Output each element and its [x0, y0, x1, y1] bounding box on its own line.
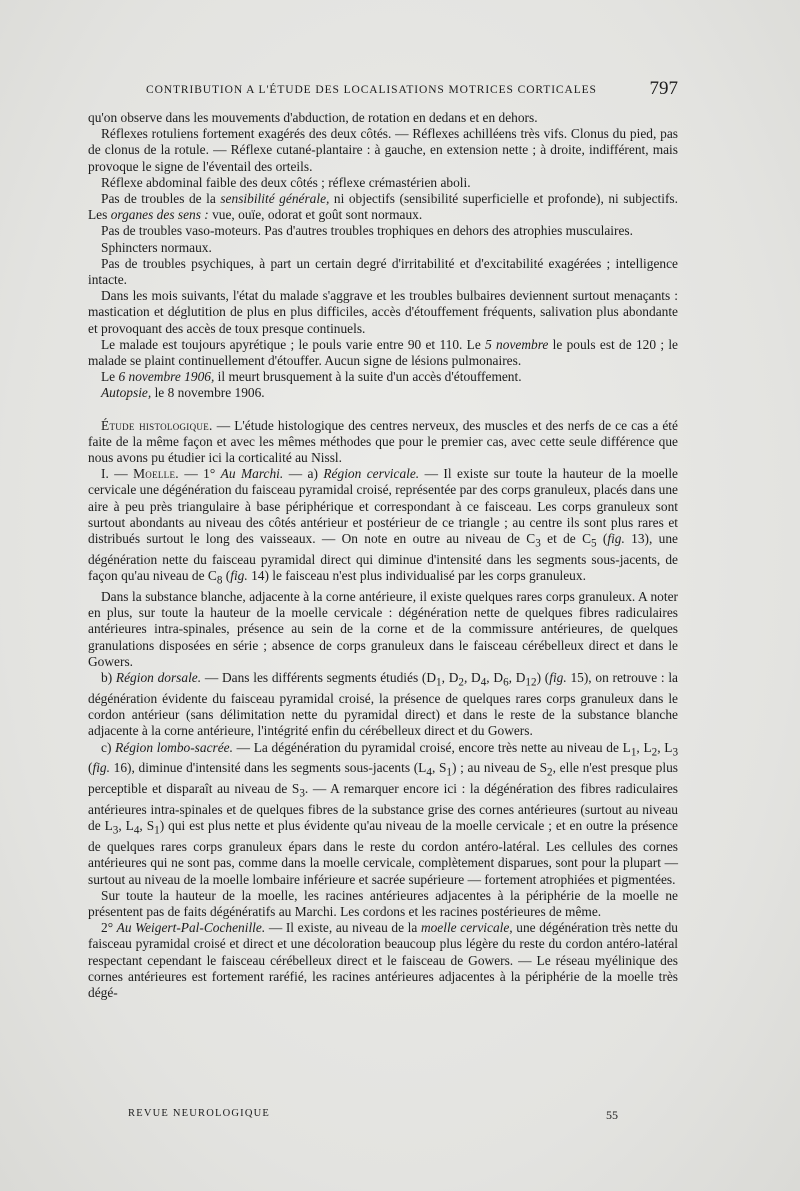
paragraph: Étude histologique. — L'étude histologique des centres nerveux, des muscles et des nerfs de ce cas a été faite de la même façon et avec les mêmes méthodes que pour le premier cas, avec cette seule différence que nous avons pu étudier ici la corticalité au Nissl. [88, 417, 678, 466]
signature-mark: 55 [606, 1108, 618, 1122]
paragraph: Pas de troubles de la sensibilité générale, ni objectifs (sensibilité superficielle et profonde), ni subjectifs. Les organes des sens : vue, ouïe, odorat et goût sont normaux. [88, 191, 678, 223]
running-header [146, 78, 678, 102]
paragraph: Dans les mois suivants, l'état du malade s'aggrave et les troubles bulbaires deviennent surtout menaçants : mastication et déglutition de plus en plus difficiles, accès d'étouffement fréquents, salivation plus abondante et provoquant des accès de toux presque continuels. [88, 288, 678, 336]
section-heading: Moelle. [133, 466, 179, 482]
paragraph: Pas de troubles psychiques, à part un certain degré d'irritabilité et d'excitabilité exagérées ; intelligence intacte. [88, 255, 678, 288]
paragraph: Le 6 novembre 1906, il meurt brusquement à la suite d'un accès d'étouffement. [101, 369, 522, 385]
paragraph: b) Région dorsale. — Dans les différents segments étudiés ($D_1$, $D_2$, $D_4$, $D_6$, $D_{12}$) (fig. 15), on retrouve : la dégénération évidente du faisceau pyramidal croisé, la présence de quelques rares corps granuleux dans le cordon antérieur (sans délimitation nette du pyramidal direct) et dans le reste de la substance blanche adjacente à la corne antérieure, l'intégrité enfin du cérébelleux direct et du Gowers. [88, 670, 678, 739]
running-title: CONTRIBUTION A L'ÉTUDE DES LOCALISATIONS MOTRICES CORTICALES [146, 84, 597, 96]
section-heading: Étude histologique. [101, 417, 213, 433]
paragraph: Sphincters normaux. [101, 239, 212, 255]
paragraph: c) Région lombo-sacrée. — La dégénération du pyramidal croisé, encore très nette au niveau de $L_1$, $L_2$, $L_3$ (fig. 16), diminue d'intensité dans les segments sous-jacents ($L_4$, $S_1$) ; au niveau de $S_2$, elle n'est presque plus perceptible et disparaît au niveau de $S_3$. — A remarquer encore ici : la dégénération des fibres radiculaires antérieures intra-spinales et de quelques fibres de la substance grise des cornes antérieures (surtout au niveau de $L_3$, $L_4$, $S_1$) qui est plus nette et plus évidente qu'au niveau de la moelle cervicale ; et en outre la présence de quelques rares corps granuleux épars dans le reste du cordon antéro-latéral. Les cellules des cornes antérieures qui ne sont pas, comme dans la moelle cervicale, complètement disparues, sont pour la plupart — surtout au niveau de la moelle lombaire inférieure et sacrée supérieure — fortement atrophiées et pigmentées. [88, 739, 679, 887]
paragraph: 2° Au Weigert-Pal-Cochenille. — Il existe, au niveau de la moelle cervicale, une dégénération très nette du faisceau pyramidal croisé et direct et une décoloration beaucoup plus légère du reste du cordon antéro-latéral respectant cependant le faisceau cérébelleux direct et le faisceau de Gowers. — Le réseau myélinique des cornes antérieures est fortement raréfié, les racines antérieures adjacentes à la périphérie de la moelle très dégé- [88, 920, 678, 1001]
page-footer [88, 1108, 618, 1126]
paragraph: Autopsie, le 8 novembre 1906. [101, 385, 265, 401]
paragraph: I. — Moelle. — 1° Au Marchi. — a) Région cervicale. — Il existe sur toute la hauteur de la moelle cervicale une dégénération du faisceau pyramidal croisé, représentée par des corps granuleux, placés dans une aire à peu près triangulaire à base périphérique et correspondant à ce faisceau. Les corps granuleux sont surtout abondants au niveau des côtés antérieur et postérieur de ce triangle ; au centre ils sont plus rares et distribués surtout le long des vaisseaux. — On note en outre au niveau de $C_3$ et de $C_5$ (fig. 13), une dégénération nette du faisceau pyramidal direct qui diminue d'intensité dans les segments sous-jacents, de façon qu'au niveau de $C_8$ (fig. 14) le faisceau n'est plus individualisé par les corps granuleux. [88, 466, 679, 587]
paragraph: Réflexe abdominal faible des deux côtés ; réflexe crémastérien aboli. [101, 174, 471, 190]
paragraph: Le malade est toujours apyrétique ; le pouls varie entre 90 et 110. Le 5 novembre le pouls est de 120 ; le malade se plaint continuellement d'étouffer. Aucun signe de lésions pulmonaires. [88, 336, 679, 369]
paragraph: Sur toute la hauteur de la moelle, les racines antérieures adjacentes à la périphérie de la moelle ne présentent pas de faits dégénératifs au Marchi. Les cordons et les racines postérieures de même. [88, 887, 678, 920]
paragraph: qu'on observe dans les mouvements d'abduction, de rotation en dedans et en dehors. [88, 110, 538, 125]
page-number: 797 [649, 78, 678, 99]
paragraph: Dans la substance blanche, adjacente à la corne antérieure, il existe quelques rares corps granuleux. A noter en plus, sur toute la hauteur de la moelle cervicale : dégénération nette de quelques fibres radiculaires antérieures intra-spinales, présence au sein de la corne et de la commissure antérieures, de quelques granulations disposées en série ; absence de corps granuleux dans le faisceau cérébelleux direct et dans le Gowers. [88, 589, 678, 669]
paragraph: Pas de troubles vaso-moteurs. Pas d'autres troubles trophiques en dehors des atrophies musculaires. [101, 223, 633, 239]
journal-name: REVUE NEUROLOGIQUE [128, 1108, 271, 1119]
article-body [88, 110, 678, 1001]
paragraph: Réflexes rotuliens fortement exagérés des deux côtés. — Réflexes achilléens très vifs. Clonus du pied, pas de clonus de la rotule. — Réflexe cutané-plantaire : à gauche, en extension nette ; à droite, indifférent, mais provoque le signe de l'éventail des orteils. [88, 126, 678, 174]
